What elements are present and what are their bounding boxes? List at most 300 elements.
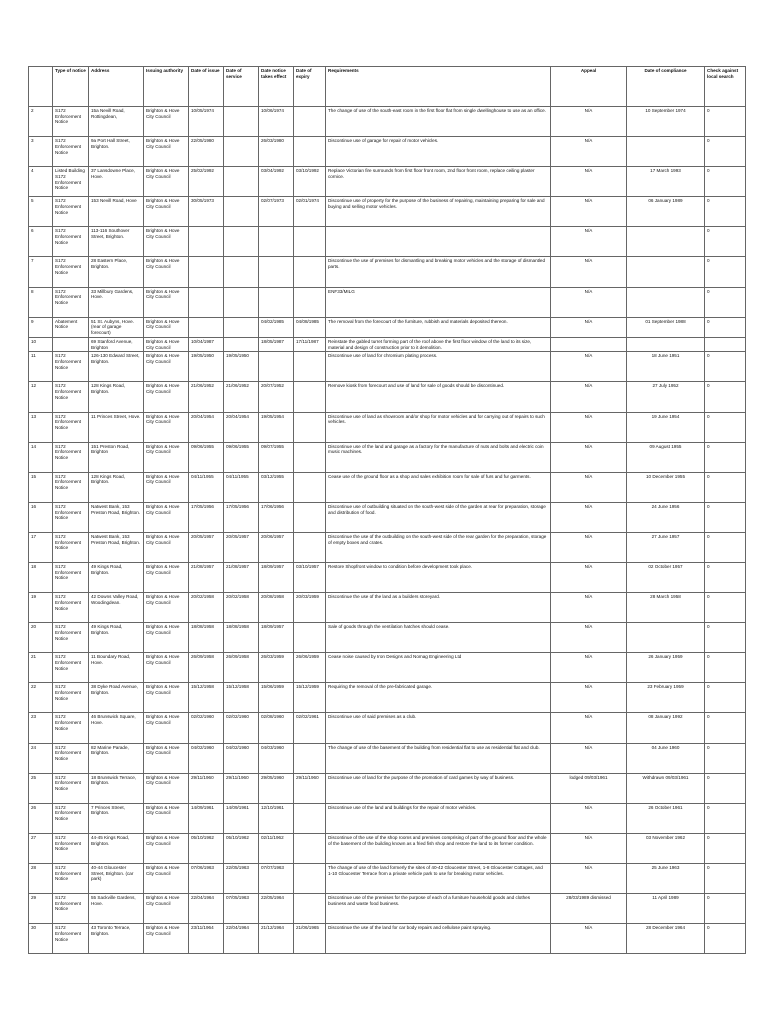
date-takes-effect-cell: 02/07/1973 [259, 197, 294, 227]
address-cell: 51 St. Aubyns, Hove. (rear of garage forecourt) [89, 317, 144, 337]
requirements-cell: Replace Victorian fire surrounds from first floor front room, 2nd floor front room, replace ceiling plaster cornice. [326, 167, 551, 197]
type-of-notice-cell: S172 Enforcement Notice [53, 833, 89, 863]
issuing-authority-cell: Brighton & Hove City Council [144, 653, 189, 683]
type-of-notice-cell: S172 Enforcement Notice [53, 743, 89, 773]
date-of-service-cell [224, 227, 259, 257]
check-local-search-cell: 0 [705, 532, 746, 562]
table-row [29, 833, 746, 863]
date-of-issue-cell [189, 257, 224, 287]
date-of-expiry-cell [294, 502, 326, 532]
date-of-expiry-cell [294, 412, 326, 442]
appeal-cell: N/A [551, 562, 627, 592]
row-number: 3 [29, 137, 53, 167]
row-number: 25 [29, 773, 53, 803]
address-cell: Natwest Bank, 153 Preston Road, Brighton. [89, 502, 144, 532]
table-row [29, 653, 746, 683]
date-of-issue-cell: 18/08/1958 [189, 623, 224, 653]
date-of-service-cell: 22/05/1963 [224, 863, 259, 893]
appeal-cell: N/A [551, 924, 627, 954]
date-of-compliance-cell: 03 November 1962 [627, 833, 705, 863]
date-takes-effect-cell: 21/12/1964 [259, 924, 294, 954]
requirements-cell: Remove kiosk from forecourt and use of land for sale of goods should be discontinued. [326, 382, 551, 412]
date-of-issue-cell: 20/04/1954 [189, 412, 224, 442]
check-local-search-cell: 0 [705, 623, 746, 653]
date-of-compliance-cell: 26 January 1959 [627, 653, 705, 683]
issuing-authority-cell: Brighton & Hove City Council [144, 894, 189, 924]
date-takes-effect-cell: 02/08/1960 [259, 713, 294, 743]
row-number: 8 [29, 287, 53, 317]
address-cell: 128 Kings Road, Brighton. [89, 472, 144, 502]
table-row [29, 623, 746, 653]
date-of-issue-cell [189, 317, 224, 337]
appeal-cell: N/A [551, 593, 627, 623]
check-local-search-cell: 0 [705, 412, 746, 442]
row-number: 20 [29, 623, 53, 653]
row-number: 5 [29, 197, 53, 227]
type-of-notice-cell: S172 Enforcement Notice [53, 713, 89, 743]
requirements-cell: The removal from the forecourt of the furniture, rubbish and materials deposited thereon. [326, 317, 551, 337]
issuing-authority-cell: Brighton & Hove City Council [144, 257, 189, 287]
date-of-compliance-cell: 04 June 1960 [627, 743, 705, 773]
check-local-search-cell: 0 [705, 683, 746, 713]
header-date-of-issue: Date of issue [189, 67, 224, 107]
date-of-service-cell: 20/02/1958 [224, 593, 259, 623]
date-of-expiry-cell [294, 382, 326, 412]
appeal-cell: lodged 09/03/1961 [551, 773, 627, 803]
date-of-expiry-cell [294, 532, 326, 562]
issuing-authority-cell: Brighton & Hove City Council [144, 227, 189, 257]
date-of-compliance-cell: 02 October 1957 [627, 562, 705, 592]
requirements-cell: Discontinue use of garage for repair of motor vehicles. [326, 137, 551, 167]
header-date-of-compliance: Date of compliance [627, 67, 705, 107]
date-takes-effect-cell: 12/10/1961 [259, 803, 294, 833]
date-of-service-cell: 07/05/1963 [224, 894, 259, 924]
date-of-compliance-cell: 18 June 1951 [627, 352, 705, 382]
issuing-authority-cell: Brighton & Hove City Council [144, 593, 189, 623]
header-date-takes-effect: Date notice takes effect [259, 67, 294, 107]
check-local-search-cell: 0 [705, 227, 746, 257]
requirements-cell: Discontinue use of the premises for the purpose of each of a furniture household goods and clothes business and waste food business. [326, 894, 551, 924]
date-takes-effect-cell [259, 227, 294, 257]
date-takes-effect-cell: 20/08/1958 [259, 593, 294, 623]
issuing-authority-cell: Brighton & Hove City Council [144, 472, 189, 502]
date-of-expiry-cell [294, 863, 326, 893]
date-takes-effect-cell: 09/07/1955 [259, 442, 294, 472]
date-takes-effect-cell: 18/09/1957 [259, 623, 294, 653]
row-number: 18 [29, 562, 53, 592]
date-of-compliance-cell: 09 August 1955 [627, 442, 705, 472]
type-of-notice-cell: Abatement Notice [53, 317, 89, 337]
date-takes-effect-cell: 22/05/1964 [259, 894, 294, 924]
address-cell: 69 Stanford Avenue, Brighton [89, 337, 144, 351]
date-takes-effect-cell: 03/12/1955 [259, 472, 294, 502]
row-number: 11 [29, 352, 53, 382]
address-cell: 49 Kings Road, Brighton. [89, 562, 144, 592]
appeal-cell: N/A [551, 623, 627, 653]
date-takes-effect-cell: 07/07/1963 [259, 863, 294, 893]
date-of-service-cell: 14/09/1961 [224, 803, 259, 833]
row-number: 23 [29, 713, 53, 743]
type-of-notice-cell: S172 Enforcement Notice [53, 593, 89, 623]
requirements-cell: Restore Shopfront window to condition before development took place. [326, 562, 551, 592]
row-number: 28 [29, 863, 53, 893]
date-of-compliance-cell: 01 September 1988 [627, 317, 705, 337]
date-takes-effect-cell: 10/06/1974 [259, 107, 294, 137]
address-cell: 18 Brunswick Terrace, Brighton. [89, 773, 144, 803]
date-of-issue-cell: 02/02/1960 [189, 713, 224, 743]
date-of-issue-cell [189, 287, 224, 317]
date-of-service-cell: 09/06/1955 [224, 442, 259, 472]
header-appeal: Appeal [551, 67, 627, 107]
date-of-issue-cell: 30/05/1973 [189, 197, 224, 227]
requirements-cell: Discontinue use of property for the purpose of the business of repairing, maintaining preparing for sale and buying and selling motor vehicles. [326, 197, 551, 227]
table-row [29, 803, 746, 833]
date-of-expiry-cell: 20/03/1959 [294, 593, 326, 623]
date-of-expiry-cell [294, 107, 326, 137]
date-takes-effect-cell: 20/07/1952 [259, 382, 294, 412]
table-row [29, 317, 746, 337]
type-of-notice-cell: S172 Enforcement Notice [53, 382, 89, 412]
date-of-issue-cell: 23/11/1964 [189, 924, 224, 954]
date-of-expiry-cell: 04/08/1985 [294, 317, 326, 337]
appeal-cell: N/A [551, 713, 627, 743]
date-of-service-cell: 22/04/1964 [224, 924, 259, 954]
table-row [29, 683, 746, 713]
address-cell: 15a Nevill Road, Rottingdean, [89, 107, 144, 137]
date-of-service-cell: 05/10/1962 [224, 833, 259, 863]
address-cell: 151 Preston Road, Brighton [89, 442, 144, 472]
type-of-notice-cell: S172 Enforcement Notice [53, 773, 89, 803]
date-takes-effect-cell: 03/04/1992 [259, 167, 294, 197]
issuing-authority-cell: Brighton & Hove City Council [144, 713, 189, 743]
date-of-expiry-cell [294, 743, 326, 773]
table-row [29, 167, 746, 197]
address-cell: 38 Dyke Road Avenue, Brighton. [89, 683, 144, 713]
address-cell: 153 Nevill Road, Hove [89, 197, 144, 227]
row-number: 26 [29, 803, 53, 833]
issuing-authority-cell: Brighton & Hove City Council [144, 562, 189, 592]
date-of-service-cell: 20/04/1954 [224, 412, 259, 442]
date-takes-effect-cell: 17/06/1956 [259, 502, 294, 532]
appeal-cell: N/A [551, 227, 627, 257]
date-takes-effect-cell: 04/03/1960 [259, 743, 294, 773]
requirements-cell: Discontinue use of outbuilding situated on the south-west side of the garden at rear for preparation, storage and distribution of food. [326, 502, 551, 532]
date-of-expiry-cell [294, 623, 326, 653]
date-of-expiry-cell [294, 472, 326, 502]
date-of-service-cell: 04/11/1955 [224, 472, 259, 502]
date-of-issue-cell: 22/05/1980 [189, 137, 224, 167]
issuing-authority-cell: Brighton & Hove City Council [144, 833, 189, 863]
date-of-compliance-cell [627, 257, 705, 287]
date-of-issue-cell: 26/09/1958 [189, 653, 224, 683]
header-date-of-service: Date of service [224, 67, 259, 107]
date-of-compliance-cell: 19 June 1954 [627, 412, 705, 442]
header-number [29, 67, 53, 107]
requirements-cell: Discontinue the use of the outbuilding on the south-west side of the rear garden for the preparation, storage of empty boxes and crates. [326, 532, 551, 562]
appeal-cell: N/A [551, 412, 627, 442]
check-local-search-cell: 0 [705, 167, 746, 197]
date-of-expiry-cell [294, 257, 326, 287]
check-local-search-cell: 0 [705, 257, 746, 287]
address-cell: 44-45 Kings Road, Brighton. [89, 833, 144, 863]
date-of-service-cell: 18/08/1958 [224, 623, 259, 653]
check-local-search-cell: 0 [705, 107, 746, 137]
date-takes-effect-cell: 18/09/1957 [259, 562, 294, 592]
type-of-notice-cell: S172 Enforcement Notice [53, 803, 89, 833]
address-cell: 55 Sackville Gardens, Hove. [89, 894, 144, 924]
address-cell: 42 Downs Valley Road, Woodingdean. [89, 593, 144, 623]
requirements-cell: Cease noise caused by Iron Designs and Nomag Engineering Ltd [326, 653, 551, 683]
row-number: 9 [29, 317, 53, 337]
row-number: 7 [29, 257, 53, 287]
date-of-service-cell: 21/06/1952 [224, 382, 259, 412]
date-of-expiry-cell [294, 287, 326, 317]
date-of-issue-cell: 21/06/1952 [189, 382, 224, 412]
date-of-service-cell [224, 137, 259, 167]
table-row [29, 593, 746, 623]
check-local-search-cell: 0 [705, 287, 746, 317]
date-takes-effect-cell: 26/03/1980 [259, 137, 294, 167]
date-of-issue-cell: 25/02/1992 [189, 167, 224, 197]
table-row [29, 227, 746, 257]
appeal-cell: N/A [551, 317, 627, 337]
date-of-expiry-cell: 17/11/1987 [294, 337, 326, 351]
date-of-compliance-cell: 10 December 1955 [627, 472, 705, 502]
date-of-service-cell: 21/08/1957 [224, 562, 259, 592]
table-row [29, 713, 746, 743]
date-of-compliance-cell: Withdrawn 09/03/1961 [627, 773, 705, 803]
type-of-notice-cell [53, 337, 89, 351]
requirements-cell: Requiring the removal of the pre-fabricated garage. [326, 683, 551, 713]
date-of-compliance-cell [627, 227, 705, 257]
date-of-service-cell: 04/02/1960 [224, 743, 259, 773]
row-number: 17 [29, 532, 53, 562]
table-row [29, 337, 746, 351]
address-cell: 28 Eastern Place, Brighton. [89, 257, 144, 287]
check-local-search-cell: 0 [705, 562, 746, 592]
requirements-cell: Discontinue use of land for chromium plating process. [326, 352, 551, 382]
date-of-issue-cell: 07/06/1963 [189, 863, 224, 893]
date-of-issue-cell: 22/04/1964 [189, 894, 224, 924]
date-of-compliance-cell: 10 September 1974 [627, 107, 705, 137]
type-of-notice-cell: S172 Enforcement Notice [53, 472, 89, 502]
type-of-notice-cell: S172 Enforcement Notice [53, 227, 89, 257]
date-of-issue-cell: 04/02/1960 [189, 743, 224, 773]
date-takes-effect-cell [259, 352, 294, 382]
row-number: 19 [29, 593, 53, 623]
date-of-compliance-cell: 28 March 1958 [627, 593, 705, 623]
appeal-cell: N/A [551, 352, 627, 382]
table-row [29, 352, 746, 382]
address-cell: Natwest Bank, 153 Preston Road, Brighton. [89, 532, 144, 562]
check-local-search-cell: 0 [705, 472, 746, 502]
date-of-issue-cell: 20/05/1957 [189, 532, 224, 562]
type-of-notice-cell: S172 Enforcement Notice [53, 107, 89, 137]
address-cell: 40-44 Gloucester Street, Brighton. (car park) [89, 863, 144, 893]
issuing-authority-cell: Brighton & Hove City Council [144, 197, 189, 227]
date-of-issue-cell: 19/05/1950 [189, 352, 224, 382]
header-requirements: Requirements [326, 67, 551, 107]
header-row [29, 67, 746, 107]
requirements-cell: Discontinue of the use of the shop rooms and premises comprising of part of the ground floor and the whole of the basement of the building known as a fried fish shop and restore the land to its former condition. [326, 833, 551, 863]
type-of-notice-cell: S172 Enforcement Notice [53, 257, 89, 287]
address-cell: 7 Princes Street, Brighton. [89, 803, 144, 833]
type-of-notice-cell: S172 Enforcement Notice [53, 683, 89, 713]
row-number: 30 [29, 924, 53, 954]
requirements-cell: Discontinue use of said premises as a club. [326, 713, 551, 743]
issuing-authority-cell: Brighton & Hove City Council [144, 167, 189, 197]
requirements-cell: Reinstate the gabled turret forming part of the roof above the first floor window of the land to its size, material and design of construction prior to it demolition. [326, 337, 551, 351]
table-row [29, 382, 746, 412]
check-local-search-cell: 0 [705, 593, 746, 623]
date-of-service-cell: 26/09/1958 [224, 653, 259, 683]
row-number: 13 [29, 412, 53, 442]
date-of-compliance-cell [627, 137, 705, 167]
type-of-notice-cell: S172 Enforcement Notice [53, 197, 89, 227]
appeal-cell: N/A [551, 442, 627, 472]
check-local-search-cell: 0 [705, 924, 746, 954]
date-takes-effect-cell: 19/05/1954 [259, 412, 294, 442]
date-of-compliance-cell [627, 337, 705, 351]
appeal-cell: N/A [551, 653, 627, 683]
requirements-cell: Sale of goods through the ventilation hatches should cease. [326, 623, 551, 653]
issuing-authority-cell: Brighton & Hove City Council [144, 924, 189, 954]
date-of-service-cell [224, 337, 259, 351]
date-of-issue-cell: 15/12/1958 [189, 683, 224, 713]
table-row [29, 502, 746, 532]
table-row [29, 287, 746, 317]
appeal-cell: N/A [551, 532, 627, 562]
row-number: 15 [29, 472, 53, 502]
appeal-cell: N/A [551, 472, 627, 502]
date-of-service-cell [224, 257, 259, 287]
appeal-cell: N/A [551, 502, 627, 532]
address-cell: 9a Port Hall Street, Brighton. [89, 137, 144, 167]
date-of-compliance-cell: 24 June 1956 [627, 502, 705, 532]
appeal-cell: N/A [551, 107, 627, 137]
requirements-cell: Cease use of the ground floor as a shop and sales exhibition room for sale of furs and fur garments. [326, 472, 551, 502]
date-of-issue-cell: 10/04/1987 [189, 337, 224, 351]
issuing-authority-cell: Brighton & Hove City Council [144, 382, 189, 412]
date-of-expiry-cell: 15/12/1959 [294, 683, 326, 713]
requirements-cell: Discontinue the use of premises for dismantling and breaking motor vehicles and the storage of dismantled parts. [326, 257, 551, 287]
type-of-notice-cell: S172 Enforcement Notice [53, 653, 89, 683]
date-of-service-cell: 19/05/1950 [224, 352, 259, 382]
date-of-compliance-cell: 28 December 1964 [627, 924, 705, 954]
appeal-cell: N/A [551, 833, 627, 863]
requirements-cell: ENF33/MILG [326, 287, 551, 317]
table-row [29, 743, 746, 773]
appeal-cell [551, 337, 627, 351]
date-of-service-cell: 20/05/1957 [224, 532, 259, 562]
issuing-authority-cell: Brighton & Hove City Council [144, 623, 189, 653]
requirements-cell: Discontinue the use of the land as a builders storeyard. [326, 593, 551, 623]
row-number: 22 [29, 683, 53, 713]
check-local-search-cell: 0 [705, 137, 746, 167]
row-number: 10 [29, 337, 53, 351]
header-type-of-notice: Type of notice [53, 67, 89, 107]
table-row [29, 472, 746, 502]
address-cell: 43 Toronto Terrace, Brighton. [89, 924, 144, 954]
date-of-expiry-cell [294, 442, 326, 472]
check-local-search-cell: 0 [705, 713, 746, 743]
date-takes-effect-cell [259, 257, 294, 287]
issuing-authority-cell: Brighton & Hove City Council [144, 107, 189, 137]
date-of-issue-cell: 09/06/1955 [189, 442, 224, 472]
check-local-search-cell: 0 [705, 833, 746, 863]
row-number: 16 [29, 502, 53, 532]
row-number: 4 [29, 167, 53, 197]
appeal-cell: N/A [551, 863, 627, 893]
date-of-expiry-cell: 29/11/1960 [294, 773, 326, 803]
issuing-authority-cell: Brighton & Hove City Council [144, 352, 189, 382]
check-local-search-cell: 0 [705, 863, 746, 893]
type-of-notice-cell: S172 Enforcement Notice [53, 137, 89, 167]
check-local-search-cell: 0 [705, 803, 746, 833]
date-of-issue-cell: 17/05/1956 [189, 502, 224, 532]
date-of-service-cell: 17/05/1956 [224, 502, 259, 532]
type-of-notice-cell: S172 Enforcement Notice [53, 924, 89, 954]
requirements-cell: Discontinue use of land as showroom and/or shop for motor vehicles and for carrying out of repairs to such vehicles. [326, 412, 551, 442]
issuing-authority-cell: Brighton & Hove City Council [144, 412, 189, 442]
date-of-issue-cell: 20/02/1958 [189, 593, 224, 623]
check-local-search-cell: 0 [705, 352, 746, 382]
table-row [29, 442, 746, 472]
date-of-compliance-cell: 26 October 1961 [627, 803, 705, 833]
date-of-issue-cell [189, 227, 224, 257]
header-date-of-expiry: Date of expiry [294, 67, 326, 107]
check-local-search-cell: 0 [705, 894, 746, 924]
type-of-notice-cell: S172 Enforcement Notice [53, 502, 89, 532]
appeal-cell: N/A [551, 287, 627, 317]
type-of-notice-cell: S172 Enforcement Notice [53, 863, 89, 893]
date-of-expiry-cell [294, 137, 326, 167]
check-local-search-cell: 0 [705, 773, 746, 803]
date-of-service-cell [224, 317, 259, 337]
row-number: 21 [29, 653, 53, 683]
date-takes-effect-cell: 20/06/1957 [259, 532, 294, 562]
date-of-expiry-cell: 26/06/1959 [294, 653, 326, 683]
date-of-compliance-cell [627, 623, 705, 653]
date-of-expiry-cell: 02/02/1961 [294, 713, 326, 743]
requirements-cell [326, 227, 551, 257]
type-of-notice-cell: S172 Enforcement Notice [53, 532, 89, 562]
type-of-notice-cell: S172 Enforcement Notice [53, 442, 89, 472]
issuing-authority-cell: Brighton & Hove City Council [144, 743, 189, 773]
appeal-cell: N/A [551, 167, 627, 197]
date-of-service-cell: 15/12/1958 [224, 683, 259, 713]
requirements-cell: Discontinue use of the land and garage as a factory for the manufacture of nuts and bolts and electric coin music machines. [326, 442, 551, 472]
row-number: 24 [29, 743, 53, 773]
address-cell: 33 Millbury Gardens, Hove. [89, 287, 144, 317]
date-of-compliance-cell: 23 February 1959 [627, 683, 705, 713]
date-of-compliance-cell: 27 June 1957 [627, 532, 705, 562]
date-of-expiry-cell: 02/01/1974 [294, 197, 326, 227]
date-of-expiry-cell: 03/10/1957 [294, 562, 326, 592]
appeal-cell: N/A [551, 197, 627, 227]
date-of-expiry-cell [294, 803, 326, 833]
date-of-compliance-cell: 06 January 1989 [627, 197, 705, 227]
type-of-notice-cell: S172 Enforcement Notice [53, 412, 89, 442]
issuing-authority-cell: Brighton & Hove City Council [144, 773, 189, 803]
date-of-issue-cell: 14/09/1961 [189, 803, 224, 833]
table-row [29, 773, 746, 803]
type-of-notice-cell: S172 Enforcement Notice [53, 894, 89, 924]
table-row [29, 924, 746, 954]
table-row [29, 257, 746, 287]
header-issuing-authority: Issuing authority [144, 67, 189, 107]
date-of-issue-cell: 04/11/1955 [189, 472, 224, 502]
